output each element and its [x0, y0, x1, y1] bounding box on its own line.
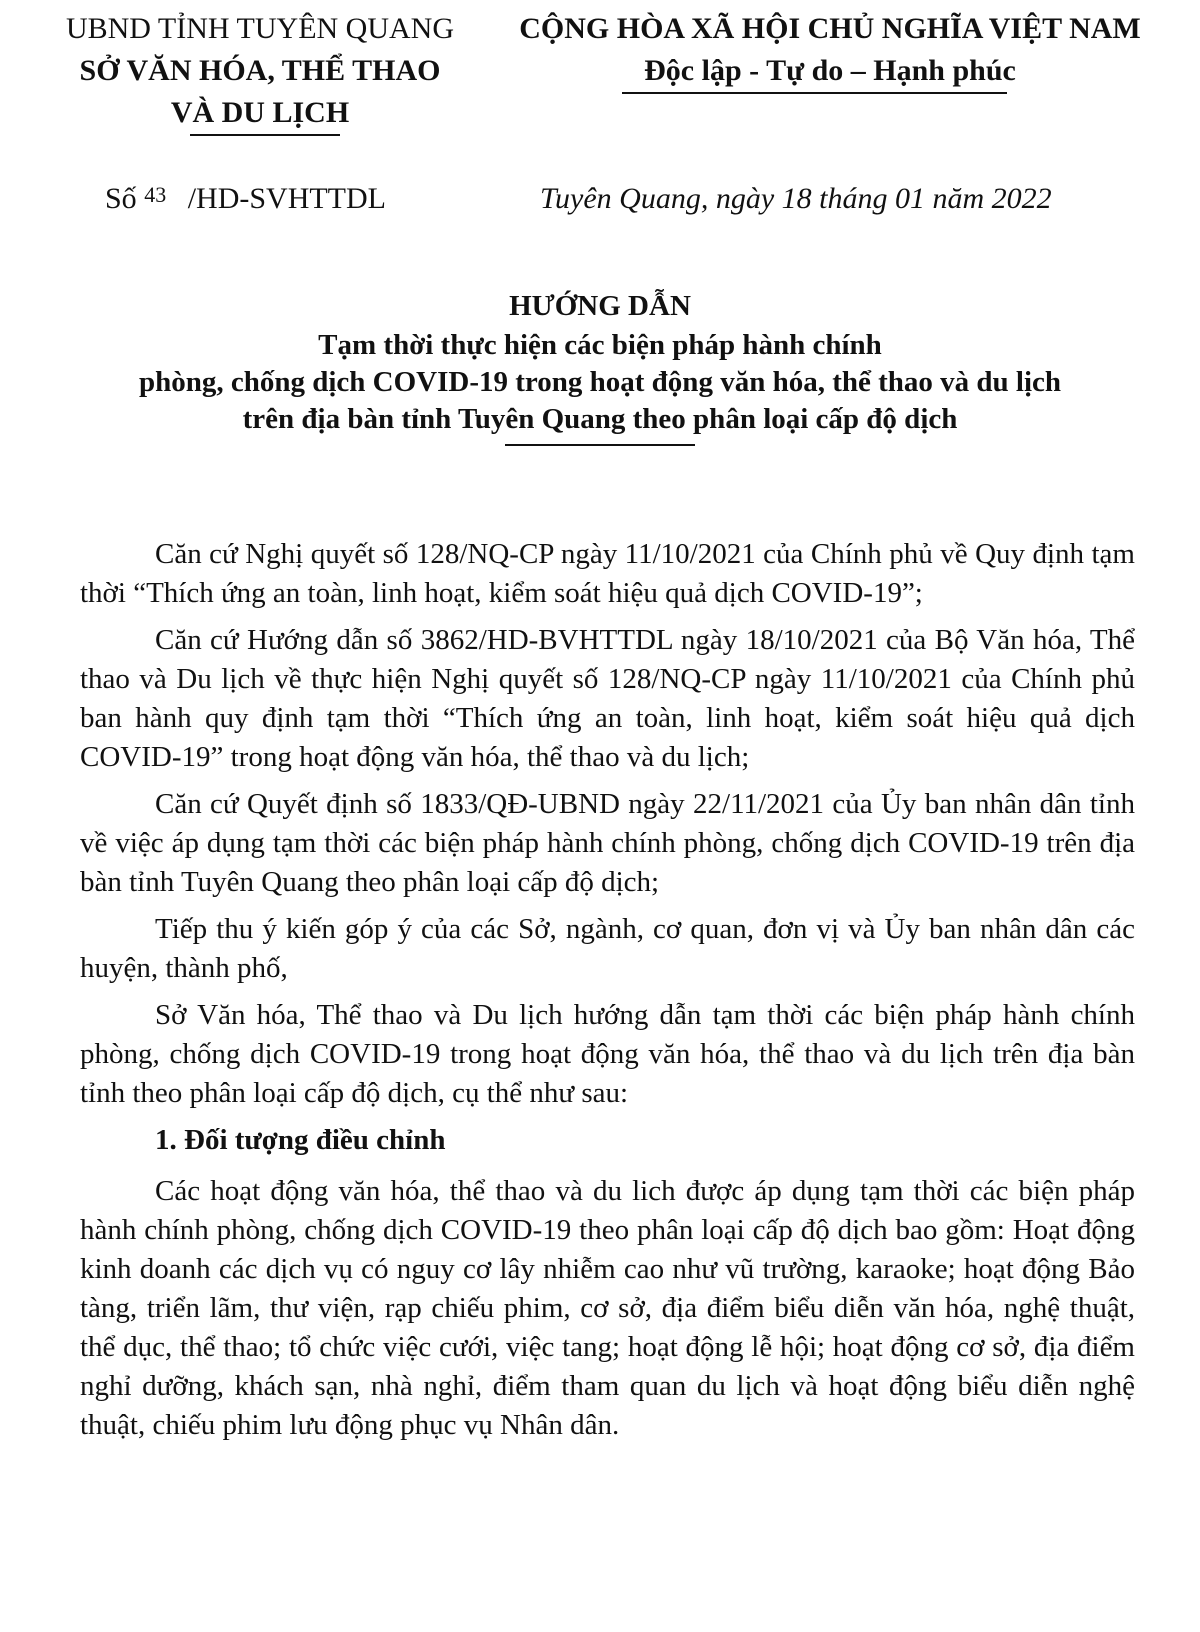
authority-underline — [190, 134, 340, 136]
national-motto — [490, 8, 1170, 92]
paragraph-2: Căn cứ Hướng dẫn số 3862/HD-BVHTTDL ngày 18/10/2021 của Bộ Văn hóa, Thể thao và Du lịch về thực hiện Nghị quyết số 128/NQ-CP ngày 11/10/2021 của Chính phủ ban hành quy định tạm thời “Thích ứng an toàn, linh hoạt, kiểm soát hiệu quả dịch COVID-19” trong hoạt động văn hóa, thể thao và du lịch; — [80, 624, 1135, 773]
doc-number-suffix: /HD-SVHTTDL — [187, 182, 386, 215]
issue-date: Tuyên Quang, ngày 18 tháng 01 năm 2022 — [540, 182, 1052, 215]
paragraph-5: Sở Văn hóa, Thể thao và Du lịch hướng dẫn tạm thời các biện pháp hành chính phòng, chống dịch COVID-19 trong hoạt động văn hóa, thể thao và du lịch trên địa bàn tỉnh theo phân loại cấp độ dịch, cụ thể như sau: — [80, 999, 1135, 1109]
document-body — [80, 535, 1135, 1460]
title-line-2: Tạm thời thực hiện các biện pháp hành chính — [318, 329, 882, 361]
paragraph-3: Căn cứ Quyết định số 1833/QĐ-UBND ngày 22/11/2021 của Ủy ban nhân dân tỉnh về việc áp dụng tạm thời các biện pháp hành chính phòng, chống dịch COVID-19 trên địa bàn tỉnh Tuyên Quang theo phân loại cấp độ dịch; — [80, 788, 1135, 898]
authority-line-2: SỞ VĂN HÓA, THỂ THAO — [79, 54, 441, 87]
paragraph-1: Căn cứ Nghị quyết số 128/NQ-CP ngày 11/10/2021 của Chính phủ về Quy định tạm thời “Thích ứng an toàn, linh hoạt, kiểm soát hiệu quả dịch COVID-19”; — [80, 538, 1135, 609]
motto-underline — [622, 92, 1007, 94]
doc-number-prefix: Số — [105, 182, 137, 215]
document-number — [105, 182, 386, 216]
title-line-3: phòng, chống dịch COVID-19 trong hoạt động văn hóa, thể thao và du lịch — [138, 366, 1062, 398]
document-title — [60, 288, 1140, 438]
motto-line-2: Độc lập - Tự do – Hạnh phúc — [644, 54, 1016, 87]
issuing-authority — [30, 8, 490, 134]
motto-line-1: CỘNG HÒA XÃ HỘI CHỦ NGHĨA VIỆT NAM — [519, 12, 1141, 45]
title-underline — [505, 444, 695, 446]
authority-line-3: VÀ DU LỊCH — [170, 96, 350, 129]
paragraph-6: Các hoạt động văn hóa, thể thao và du lich được áp dụng tạm thời các biện pháp hành chính phòng, chống dịch COVID-19 theo phân loại cấp độ dịch bao gồm: Hoạt động kinh doanh các dịch vụ có nguy cơ lây nhiễm cao như vũ trường, karaoke; hoạt động Bảo tàng, triển lãm, thư viện, rạp chiếu phim, cơ sở, địa điểm biểu diễn văn hóa, nghệ thuật, thể dục, thể thao; tổ chức việc cưới, việc tang; hoạt động lễ hội; hoạt động cơ sở, địa điểm nghỉ dưỡng, khách sạn, nhà nghỉ, điểm tham quan du lịch và hoạt động biểu diễn nghệ thuật, chiếu phim lưu động phục vụ Nhân dân. — [80, 1175, 1135, 1441]
title-line-4: trên địa bàn tỉnh Tuyên Quang theo phân loại cấp độ dịch — [242, 403, 958, 435]
doc-number-value: 43 — [144, 182, 167, 207]
title-line-1: HƯỚNG DẪN — [509, 290, 691, 322]
paragraph-4: Tiếp thu ý kiến góp ý của các Sở, ngành, cơ quan, đơn vị và Ủy ban nhân dân các huyện, thành phố, — [80, 913, 1135, 984]
section-1-heading: 1. Đối tượng điều chỉnh — [155, 1124, 446, 1156]
authority-line-1: UBND TỈNH TUYÊN QUANG — [65, 12, 455, 45]
